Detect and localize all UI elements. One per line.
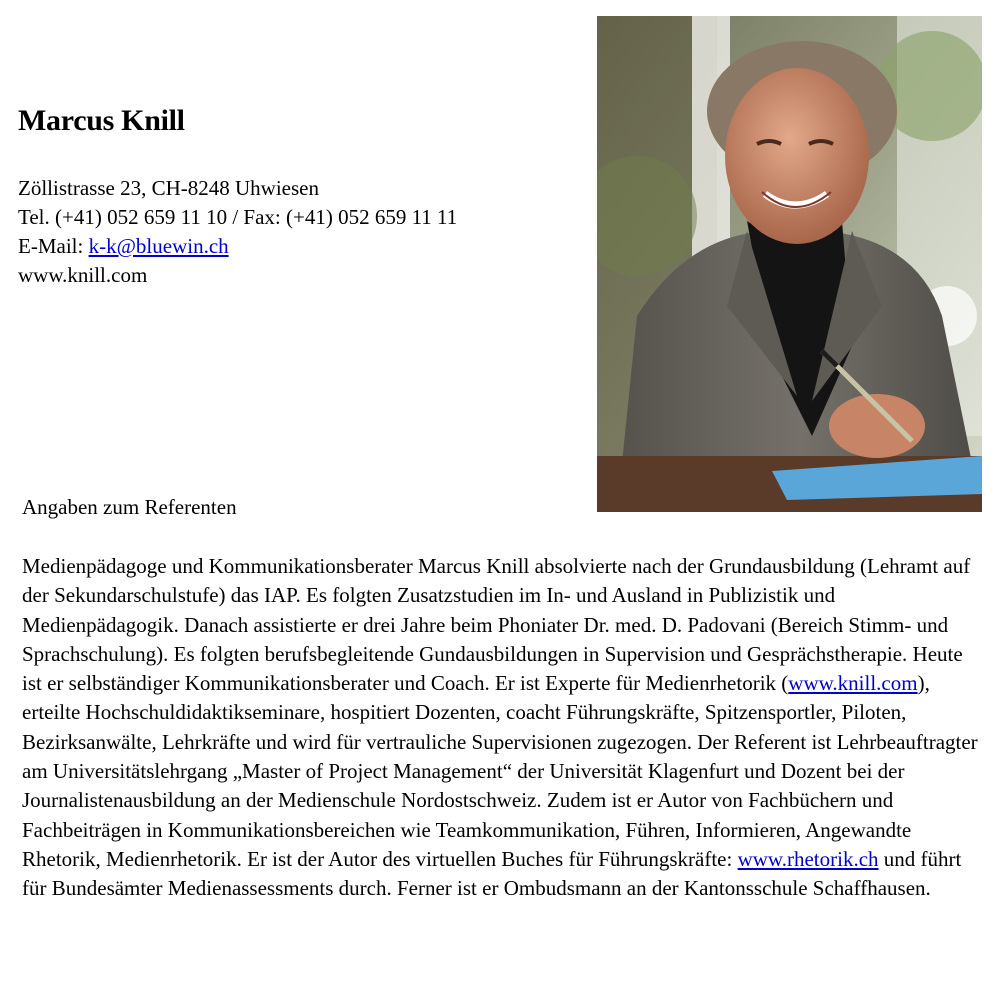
email-link[interactable]: k-k@bluewin.ch [88,234,229,258]
bio-text-part1: Medienpädagoge und Kommunikationsberater Marcus Knill absolvierte nach der Grundausbildung (Lehramt auf der Sekundarschulstufe) das IAP. Es folgten Zusatzstudien im In- und Ausland in Publizistik und Medienpädagogik. Danach assistierte er drei Jahre beim Phoniater Dr. med. D. Padovani (Bereich Stimm- und Sprachschulung). Es folgten berufsbegleitende Gundausbildungen in Supervision und Gesprächstherapie. Heute ist er selbständiger Kommunikationsberater und Coach. Er ist Experte für Medienrhetorik ( [22,554,971,696]
rhetorik-website-link[interactable]: www.rhetorik.ch [737,846,879,871]
knill-website-link[interactable]: www.knill.com [788,671,918,696]
bio-text-part2: ), erteilte Hochschuldidaktikseminare, hospitiert Dozenten, coacht Führungskräfte, Spitzensportler, Piloten, Bezirksanwälte, Lehrkräfte und wird für vertrauliche Supervisionen zugezogen. Der Referent ist Lehrbeauftragter am Universitätslehrgang „Master of Project Management“ der Universität Klagenfurt und Dozent bei der Journalistenausbildung an der Medienschule Nordostschweiz. Zudem ist er Autor von Fachbüchern und Fachbeiträgen in Kommunikationsbereichen wie Teamkommunikation, Führen, Informieren, Angewandte Rhetorik, Medienrhetorik. Er ist der Autor des virtuellen Buches für Führungskräfte: [22,671,978,871]
person-name: Marcus Knill [18,104,185,137]
bio-paragraph [22,552,984,904]
email-label: E-Mail: [18,234,89,258]
email-line [18,232,457,261]
address-line: Zöllistrasse 23, CH-8248 Uhwiesen [18,176,319,200]
website-line: www.knill.com [18,263,148,287]
phone-fax-line: Tel. (+41) 052 659 11 10 / Fax: (+41) 052 659 11 11 [18,205,458,229]
speaker-photo [597,16,982,512]
bio-text-part3: und führt für Bundesämter Medienassessments durch. Ferner ist er Ombudsmann an der Kantonsschule Schaffhausen. [22,846,962,901]
section-heading: Angaben zum Referenten [22,495,237,519]
contact-block [18,174,457,290]
portrait-illustration [597,16,982,512]
